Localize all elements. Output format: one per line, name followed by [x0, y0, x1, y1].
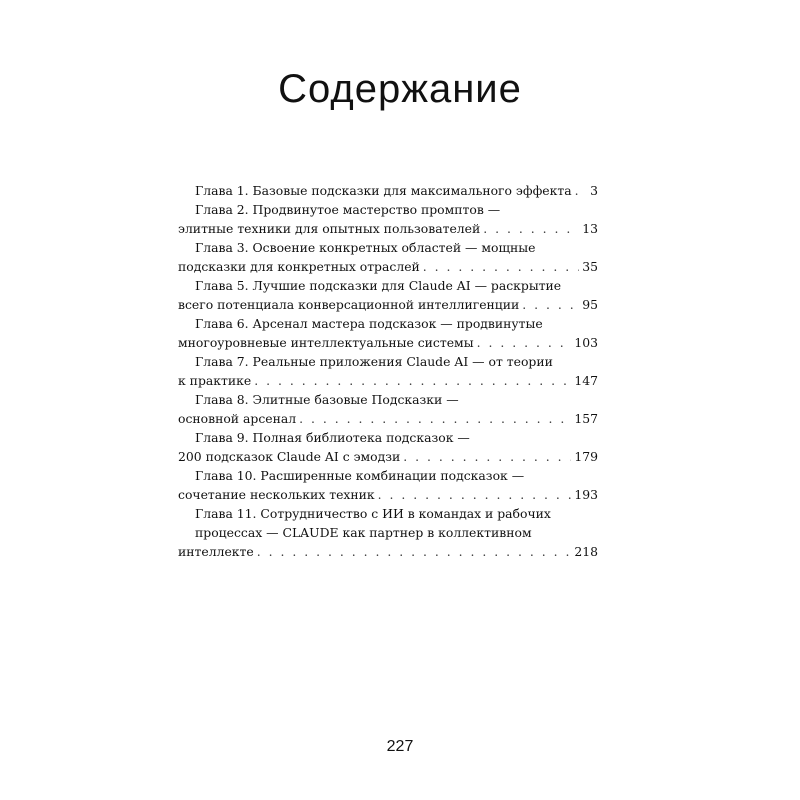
toc-entry [178, 181, 598, 200]
toc-entry [178, 504, 598, 561]
toc-entry [178, 466, 598, 504]
dot-leader [522, 295, 579, 314]
toc-page-number: 35 [582, 259, 598, 274]
toc-entry-line: Глава 10. Расширенные комбинации подсказок — [195, 468, 525, 483]
toc-entry [178, 352, 598, 390]
toc-entry [178, 390, 598, 428]
page-title: Содержание [278, 66, 522, 111]
toc-entry-leader-row [178, 219, 598, 238]
toc-entry-line: Глава 6. Арсенал мастера подсказок — продвинутые [195, 316, 543, 331]
toc-entry-line: Глава 3. Освоение конкретных областей — мощные [195, 240, 536, 255]
dot-leader [257, 542, 572, 561]
dot-leader [254, 371, 571, 390]
toc-entry [178, 200, 598, 238]
toc-entry-line: многоуровневые интеллектуальные системы [178, 335, 474, 350]
toc-page-number: 147 [574, 373, 598, 388]
toc-entry-leader-row [178, 371, 598, 390]
toc-entry-line: 200 подсказок Claude AI с эмодзи [178, 449, 401, 464]
dot-leader [477, 333, 572, 352]
dot-leader [378, 485, 572, 504]
toc-entry-line: элитные техники для опытных пользователей [178, 221, 481, 236]
toc-entry-line: подсказки для конкретных отраслей [178, 259, 420, 274]
toc-entry-leader-row [178, 409, 598, 428]
toc-entry [178, 314, 598, 352]
toc-page-number: 218 [574, 544, 598, 559]
toc-entry-line: интеллекте [178, 544, 254, 559]
toc-entry-line: Глава 7. Реальные приложения Claude AI — от теории [195, 354, 553, 369]
toc-entry-line: сочетание нескольких техник [178, 487, 375, 502]
toc-entry-leader-row [178, 333, 598, 352]
toc-entry-line: Глава 9. Полная библиотека подсказок — [195, 430, 470, 445]
toc-page-number: 3 [590, 183, 598, 198]
toc-entry-leader-row [178, 447, 598, 466]
toc-entry-line: Глава 8. Элитные базовые Подсказки — [195, 392, 459, 407]
toc-entry-line: к практике [178, 373, 252, 388]
dot-leader [423, 257, 579, 276]
toc-page-number: 157 [574, 411, 598, 426]
toc-page-number: 103 [574, 335, 598, 350]
toc-entry [178, 428, 598, 466]
dot-leader [483, 219, 579, 238]
toc-page-number: 95 [582, 297, 598, 312]
toc-page-number: 179 [574, 449, 598, 464]
dot-leader [403, 447, 571, 466]
dot-leader [575, 181, 588, 200]
toc-page-number: 13 [582, 221, 598, 236]
toc-page-number: 193 [574, 487, 598, 502]
toc-entry-leader-row [178, 257, 598, 276]
toc-entry-leader-row [178, 181, 598, 200]
toc-entry-line: основной арсенал [178, 411, 297, 426]
toc-entry-leader-row [178, 542, 598, 561]
toc-entry-line: всего потенциала конверсационной интеллигенции [178, 297, 520, 312]
toc-entry-leader-row [178, 485, 598, 504]
toc-entry-line: Глава 5. Лучшие подсказки для Claude AI — раскрытие [195, 278, 562, 293]
table-of-contents [178, 181, 598, 561]
toc-entry-line: Глава 11. Сотрудничество с ИИ в командах и рабочих [195, 506, 551, 521]
toc-entry-line: Глава 1. Базовые подсказки для максимального эффекта [195, 183, 572, 198]
toc-entry-leader-row [178, 295, 598, 314]
toc-entry [178, 276, 598, 314]
toc-entry-line: процессах — CLAUDE как партнер в коллективном [195, 525, 532, 540]
dot-leader [299, 409, 571, 428]
toc-entry-line: Глава 2. Продвинутое мастерство промптов — [195, 202, 501, 217]
page-number: 227 [386, 738, 414, 755]
toc-entry [178, 238, 598, 276]
